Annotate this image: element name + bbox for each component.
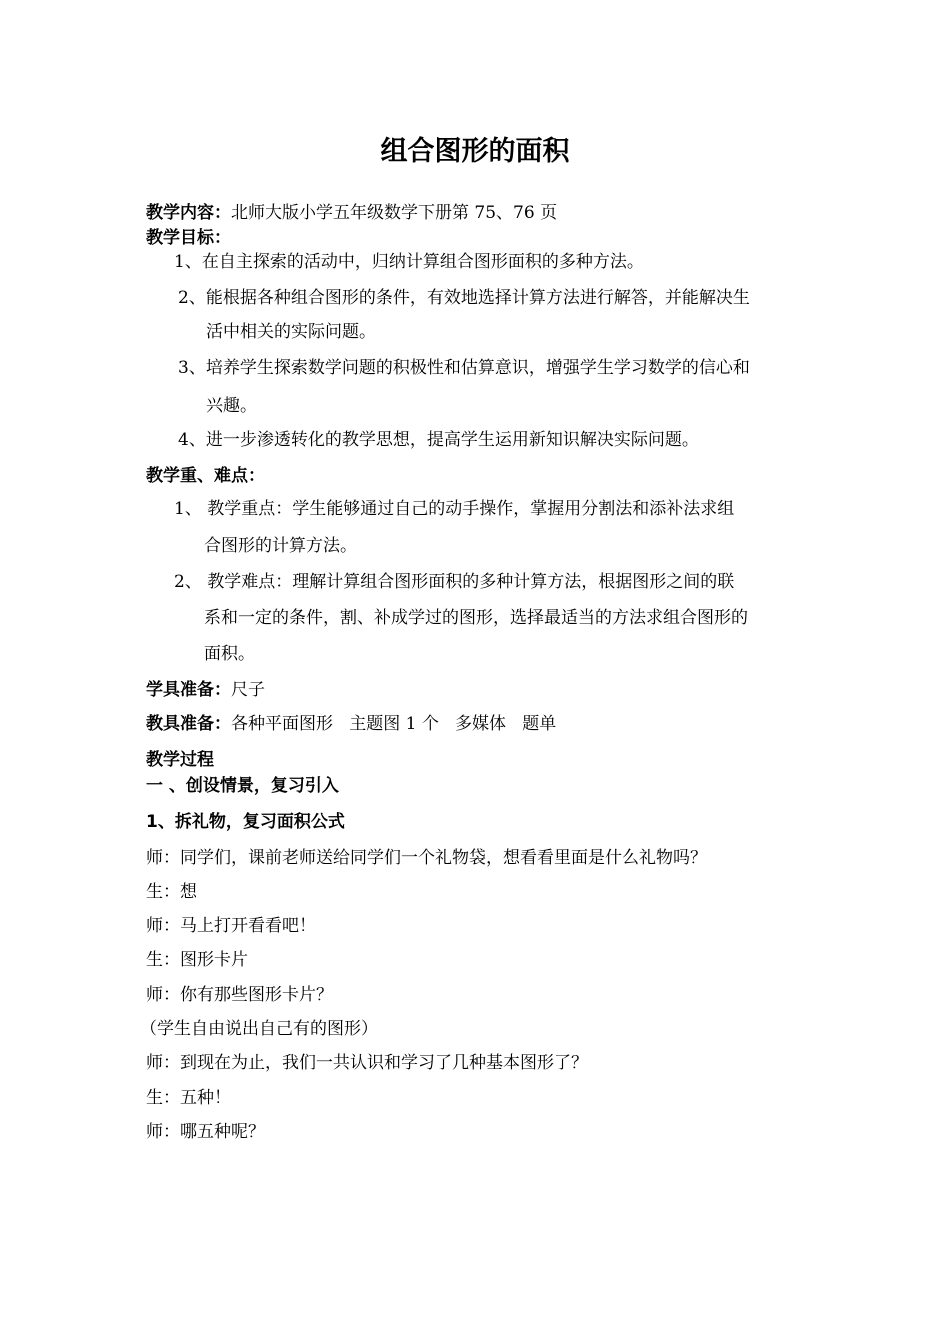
objectives-label: 教学目标： bbox=[146, 228, 231, 248]
dialogue-line: 师：到现在为止，我们一共认识和学习了几种基本图形了？ bbox=[146, 1053, 588, 1073]
dialogue-line: 生：五种！ bbox=[146, 1088, 231, 1108]
keypoint-1: 1、 教学重点：学生能够通过自己的动手操作，掌握用分割法和添补法求组 bbox=[174, 499, 735, 519]
teacher-tools-label: 教具准备： bbox=[146, 714, 231, 734]
content-text: 北师大版小学五年级数学下册第 75、76 页 bbox=[231, 203, 558, 223]
objective-2: 2、能根据各种组合图形的条件，有效地选择计算方法进行解答，并能解决生 bbox=[178, 288, 750, 308]
teacher-tools-line bbox=[146, 714, 556, 734]
objective-2-cont: 活中相关的实际问题。 bbox=[206, 322, 376, 342]
dialogue-line: （学生自由说出自己有的图形） bbox=[140, 1019, 378, 1039]
content-line bbox=[146, 203, 557, 223]
dialogue-line: 生：想 bbox=[146, 882, 197, 902]
objective-4: 4、进一步渗透转化的教学思想，提高学生运用新知识解决实际问题。 bbox=[178, 430, 699, 450]
objective-1: 1、在自主探索的活动中，归纳计算组合图形面积的多种方法。 bbox=[174, 252, 644, 272]
dialogue-line: 师：你有那些图形卡片？ bbox=[146, 985, 333, 1005]
process-heading: 教学过程 bbox=[146, 750, 214, 770]
keypoint-2: 2、 教学难点：理解计算组合图形面积的多种计算方法，根据图形之间的联 bbox=[174, 572, 735, 592]
keypoint-1-cont: 合图形的计算方法。 bbox=[204, 536, 357, 556]
dialogue-line: 师：马上打开看看吧！ bbox=[146, 916, 316, 936]
subsection-heading-1: 1、拆礼物，复习面积公式 bbox=[146, 812, 345, 832]
section-heading-1: 一 、创设情景，复习引入 bbox=[146, 776, 339, 796]
objective-3: 3、培养学生探索数学问题的积极性和估算意识，增强学生学习数学的信心和 bbox=[178, 358, 750, 378]
objective-3-cont: 兴趣。 bbox=[206, 396, 257, 416]
student-tools-line bbox=[146, 680, 265, 700]
student-tools-text: 尺子 bbox=[231, 680, 265, 700]
teacher-tools-text: 各种平面图形 主题图 1 个 多媒体 题单 bbox=[231, 714, 557, 734]
dialogue-line: 师：哪五种呢？ bbox=[146, 1122, 265, 1142]
keypoint-2-cont: 系和一定的条件，割、补成学过的图形，选择最适当的方法求组合图形的 bbox=[204, 608, 748, 628]
dialogue-line: 生：图形卡片 bbox=[146, 950, 248, 970]
keypoints-label: 教学重、难点： bbox=[146, 466, 265, 486]
dialogue-line: 师：同学们，课前老师送给同学们一个礼物袋，想看看里面是什么礼物吗？ bbox=[146, 848, 707, 868]
keypoint-2-cont2: 面积。 bbox=[204, 644, 255, 664]
content-label: 教学内容： bbox=[146, 203, 231, 223]
student-tools-label: 学具准备： bbox=[146, 680, 231, 700]
page-title: 组合图形的面积 bbox=[380, 136, 570, 167]
